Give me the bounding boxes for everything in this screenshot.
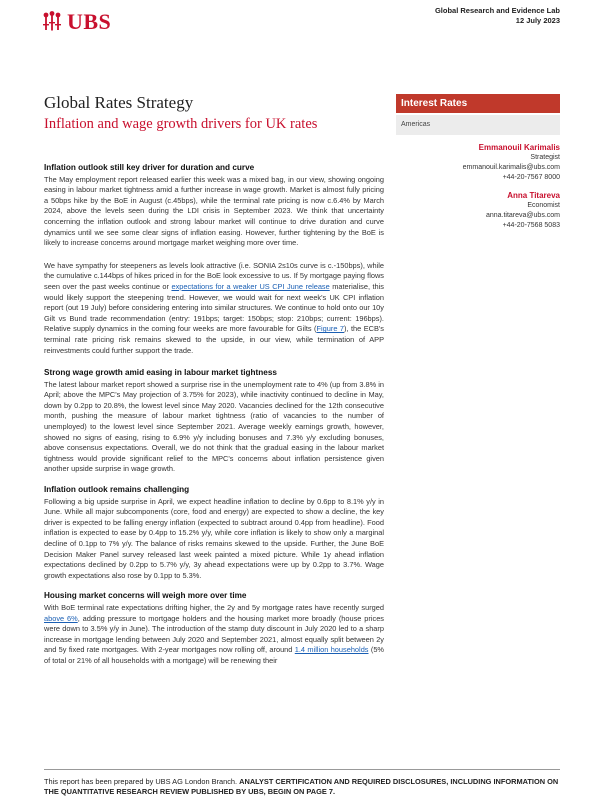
footer-divider bbox=[44, 769, 560, 770]
text-run: materialise, this would likely support the steepening trend. However, we would wait for next week's UK CPI inflation report (out 19 July) before considering entering into similar structures. We continue to hold onto our 10y Gilt vs Bund trade recommendation (entry: 191bps; target: 150bps; stop: 210bps; current: 196bps). Relative supply dynamics in the coming four weeks are more favourable for Gilts ( bbox=[44, 281, 384, 334]
brand-wordmark: UBS bbox=[67, 9, 112, 34]
author-phone: +44-20-7567 8000 bbox=[502, 174, 560, 181]
author-role: Economist bbox=[527, 202, 560, 209]
cpi-expectations-link[interactable]: expectations for a weaker US CPI June release bbox=[171, 281, 330, 291]
author-card bbox=[396, 143, 560, 183]
page-subtitle: Inflation and wage growth drivers for UK rates bbox=[44, 116, 318, 132]
ubs-logo bbox=[40, 9, 111, 35]
author-email[interactable]: emmanouil.karimalis@ubs.com bbox=[462, 164, 560, 171]
body-paragraph bbox=[44, 603, 384, 667]
text-run: With BoE terminal rate expectations drifting higher, the 2y and 5y mortgage rates have recently surged bbox=[44, 602, 384, 612]
report-date: 12 July 2023 bbox=[515, 16, 560, 25]
division-label: Global Research and Evidence Lab bbox=[434, 6, 560, 15]
text-run: , adding pressure to mortgage holders and the housing market more broadly (house prices were down to 3.5% y/y in June). The introduction of the stamp duty discount in July 2020 led to a sharp increase in mortgage lending between July 2020 and September 2021, almost equally split between 2y and 5y fixed rate mortgages. With 2-year mortgages now rolling off, around bbox=[44, 613, 384, 655]
body-paragraph: Following a big upside surprise in April, we expect headline inflation to decline by 0.6pp to 8.1% y/y in June. While all major subcomponents (core, food and energy) are expected to show a decline, the key driver is expected to be falling energy inflation (expected to subtract around 0.4pp from headline). Food inflation is expected to ease by 0.4pp to 15.2% y/y, while core inflation is likely to show only a marginal decline of 0.1pp to 7% y/y. The balance of risks remains skewed to the upside. Further, the June BoE Decision Maker Panel survey released last week painted a mixed picture. While 1y ahead inflation expectations declined by 0.2pp to 5.7% y/y, 3y ahead expectations were up by 0.2pp to 3.7%. Wage growth expectations also rose by 0.1pp to 5.3%. bbox=[44, 496, 384, 580]
topic-banner: Interest Rates bbox=[396, 94, 560, 113]
body-paragraph: The May employment report released earlier this week was a mixed bag, in our view, showing ongoing easing in labour market tightness amid a further increase in wage growth. Market is almost fully pricing a 50bps hike by the BoE in August (c.45bps), while the terminal rate pricing is now c.6.4% by March 2024, above the levels seen during the LDI crisis in September 2023. We think that uncertainty concerning the inflation outlook and strong labour market will continue to drive duration and curve dynamics until we see some clear signs of inflation easing. However, further tightening by the BoE is likely to increase concerns around mortgage market weighing more over time. bbox=[44, 174, 384, 248]
page-title: Global Rates Strategy bbox=[44, 93, 194, 112]
author-card bbox=[396, 191, 560, 231]
sidebar bbox=[396, 94, 560, 231]
author-phone: +44-20-7568 5083 bbox=[502, 222, 560, 229]
keys-emblem-icon bbox=[40, 10, 64, 34]
section-heading: Strong wage growth amid easing in labour market tightness bbox=[44, 368, 277, 378]
footer-text: This report has been prepared by UBS AG London Branch. bbox=[44, 777, 240, 786]
body-paragraph: The latest labour market report showed a surprise rise in the unemployment rate to 4% (up from 3.8% in April; above the MPC's May projection of 3.75% for 2023), while inactivity continued to decline in May, down by 0.2pp to 20.8%, the lowest level since May 2020. Vacancies declined for the 12th consecutive month, pushing the measure of labour market tightness (ratio of vacancies to the number of unemployed) to the lowest level since September 2021. Average weekly earnings growth, however, showed no signs of easing, rising to 6.9% y/y including bonuses and 7.3% y/y excluding bonuses, above consensus expectations. Overall, we do not think that the gradual easing in the labour market tightness would provide significant relief to the MPC's concerns about inflation persistence given another upside surprise in wage growth. bbox=[44, 379, 384, 474]
text-run: ), the ECB's terminal rate pricing risk remains skewed to the upside, in our view, while termination of APP reinvestments could further support the trade. bbox=[44, 324, 384, 355]
author-email[interactable]: anna.titareva@ubs.com bbox=[485, 212, 560, 219]
author-role: Strategist bbox=[530, 154, 560, 161]
author-name: Emmanouil Karimalis bbox=[478, 143, 560, 152]
region-label: Americas bbox=[396, 115, 560, 135]
section-heading: Housing market concerns will weigh more over time bbox=[44, 591, 247, 601]
main-content bbox=[44, 163, 384, 679]
figure-7-link[interactable]: Figure 7 bbox=[316, 324, 345, 334]
households-link[interactable]: 1.4 million households bbox=[294, 645, 369, 655]
section-heading: Inflation outlook remains challenging bbox=[44, 485, 190, 495]
text-run: We have sympathy for steepeners as levels look attractive (i.e. SONIA 2s10s curve is c.-150bps), while the cumulative c.144bps of hikes priced in for the BoE look excessive to us. If 5y mortgage paying flows seen over the past weeks continue or bbox=[44, 260, 384, 291]
body-paragraph bbox=[44, 261, 384, 356]
footer-disclosure-text: ANALYST CERTIFICATION AND REQUIRED DISCLOSURES, INCLUDING INFORMATION ON THE QUANTITATIVE RESEARCH REVIEW PUBLISHED BY UBS, BEGIN ON PAGE 7. bbox=[44, 777, 559, 796]
report-header-info bbox=[435, 6, 560, 26]
text-run: (5% of total or 21% of all households with a mortgage) will be renewing their bbox=[44, 645, 384, 665]
mortgage-rates-link[interactable]: above 6% bbox=[44, 613, 78, 623]
author-name: Anna Titareva bbox=[507, 191, 560, 200]
section-heading: Inflation outlook still key driver for duration and curve bbox=[44, 163, 255, 172]
disclosure-footer bbox=[44, 777, 560, 800]
